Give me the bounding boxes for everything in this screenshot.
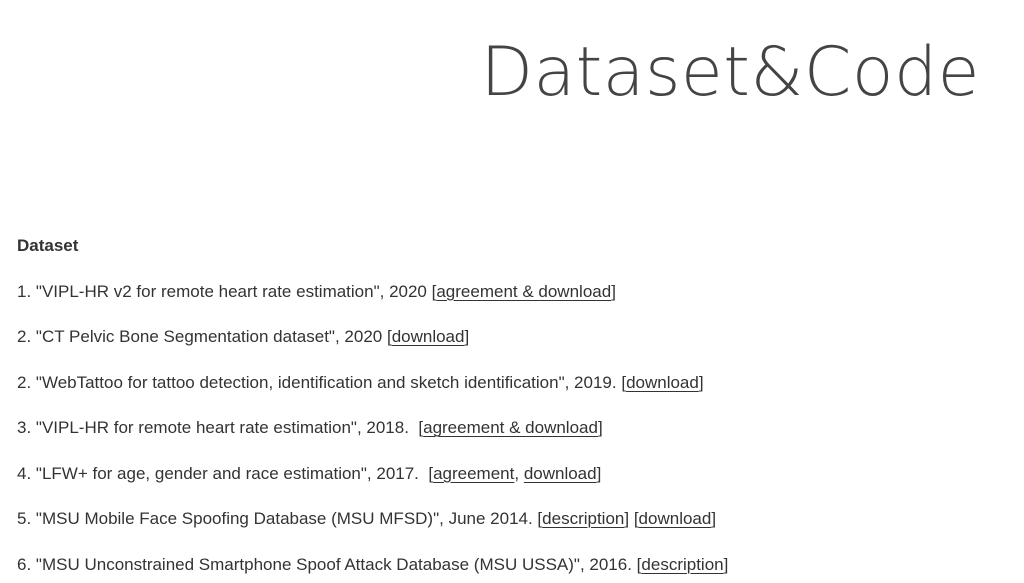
item-number: 4. bbox=[17, 463, 32, 483]
bracket-close: ] bbox=[596, 463, 602, 483]
bracket-close: ] bbox=[597, 418, 603, 437]
download-link[interactable]: download bbox=[626, 372, 699, 392]
description-link[interactable]: description bbox=[641, 554, 724, 574]
download-link[interactable]: download bbox=[391, 327, 465, 346]
bracket-close: ] bbox=[698, 372, 704, 392]
item-number: 3. bbox=[17, 418, 32, 437]
bracket-close: ] bbox=[464, 327, 470, 346]
item-description: "VIPL-HR for remote heart rate estimation", 2018. bbox=[35, 418, 409, 437]
bracket-open: [ bbox=[382, 327, 392, 346]
main-content bbox=[17, 232, 1014, 579]
bracket-open: [ bbox=[616, 372, 627, 392]
bracket-open: [ bbox=[426, 281, 437, 301]
download-link[interactable]: download bbox=[523, 463, 597, 483]
bracket-close: ] bbox=[711, 509, 717, 528]
dataset-item-vipl-hr bbox=[17, 397, 1014, 443]
item-number: 1. bbox=[17, 281, 32, 301]
item-description: "LFW+ for age, gender and race estimation", 2017. bbox=[35, 463, 419, 483]
dataset-item-msu-mfsd bbox=[17, 488, 1014, 534]
item-description: "MSU Unconstrained Smartphone Spoof Attack Database (MSU USSA)", 2016. bbox=[35, 554, 632, 574]
bracket-open: [ bbox=[418, 463, 434, 483]
item-number: 2. bbox=[17, 372, 32, 392]
dataset-list bbox=[17, 260, 1014, 579]
dataset-item-msu-ussa bbox=[17, 533, 1014, 579]
page-title: Dataset&Code bbox=[480, 33, 980, 112]
bracket-close: ] bbox=[611, 281, 616, 301]
description-link[interactable]: description bbox=[542, 509, 625, 528]
download-link[interactable]: download bbox=[638, 509, 712, 528]
bracket-open: [ bbox=[408, 418, 424, 437]
dataset-item-lfw-plus bbox=[17, 442, 1014, 488]
item-number: 5. bbox=[17, 509, 32, 528]
section-heading: Dataset bbox=[17, 236, 79, 255]
item-number: 2. bbox=[17, 327, 32, 346]
item-description: "WebTattoo for tattoo detection, identification and sketch identification", 2019. bbox=[35, 372, 617, 392]
item-description: "MSU Mobile Face Spoofing Database (MSU MFSD)", June 2014. bbox=[35, 509, 533, 528]
link-separator: , bbox=[514, 463, 524, 483]
item-number: 6. bbox=[17, 554, 32, 574]
bracket-close: ] bbox=[723, 554, 729, 574]
agreement-download-link[interactable]: agreement & download bbox=[423, 418, 598, 437]
agreement-download-link[interactable]: agreement & download bbox=[436, 281, 612, 301]
dataset-item-vipl-hr-v2 bbox=[17, 260, 1014, 306]
bracket-close-open: ] [ bbox=[624, 509, 639, 528]
bracket-open: [ bbox=[532, 509, 543, 528]
item-description: "VIPL-HR v2 for remote heart rate estimation", 2020 bbox=[35, 281, 427, 301]
dataset-item-ct-pelvic bbox=[17, 306, 1014, 352]
bracket-open: [ bbox=[631, 554, 642, 574]
agreement-link[interactable]: agreement bbox=[433, 463, 515, 483]
item-description: "CT Pelvic Bone Segmentation dataset", 2020 bbox=[35, 327, 383, 346]
dataset-item-webtattoo bbox=[17, 351, 1014, 397]
